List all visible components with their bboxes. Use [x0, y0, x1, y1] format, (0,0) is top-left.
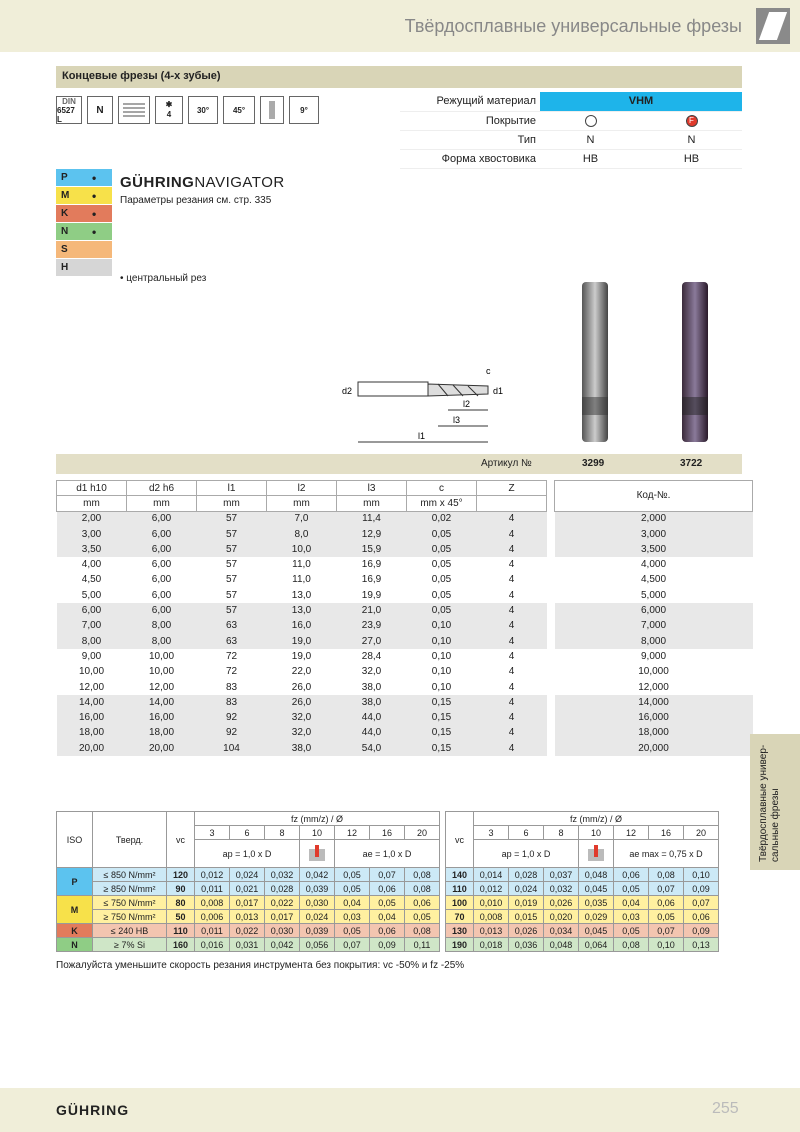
unit-header [477, 496, 547, 511]
side-tab[interactable] [750, 734, 800, 870]
kod-cell: 4,000 [555, 557, 753, 572]
cut-icon-left [300, 840, 335, 868]
surface-icon [118, 96, 150, 124]
kod-cell: 8,000 [555, 633, 753, 648]
table-row: 16,00 16,00 92 32,0 44,0 0,15 4 16,000 [57, 710, 753, 725]
section-header [56, 66, 742, 88]
tool-photo [560, 272, 730, 452]
central-cut-note: • центральный рез [120, 273, 207, 284]
tool-icons [56, 96, 319, 124]
col-header: Z [477, 481, 547, 496]
cutting-data-table: ISO Тверд. vc fz (mm/z) / Ø vc fz (mm/z) / Ø 3 6 8 10 12 16 20 3 6 8 10 12 16 20 ap = 1,0 x D ae = 1,0 x D ap = 1,0 x D ae max = 0,75 x D P ≤ 850 N/mm² 120 0,012 0,024 0,032 0,042 0,05 0,07 0,08 140 0,014 0,028 0,037 0,048 0,06 0,08 0,10 ≥ 850 N/mm² 90 0,011 0,021 0,028 0,039 0,05 0,06 0,08 110 0,012 0,024 0,032 0,045 0,05 0,07 0,09 M ≤ 750 N/mm² 80 0,008 0,017 0,022 0,030 0,04 0,05 0,06 100 0,010 0,019 0,026 0,035 0,04 0,06 0,07 ≥ 750 N/mm² 50 0,006 0,013 0,017 0,024 0,03 0,04 0,05 70 0,008 0,015 0,020 0,029 0,03 0,05 0,06 K ≤ 240 HB 110 0,011 0,022 0,030 0,039 0,05 0,06 0,08 130 0,013 0,026 0,034 0,045 0,05 0,07 0,09 N ≥ 7% Si 160 0,016 0,031 0,042 0,056 0,07 0,09 0,11 190 0,018 0,036 0,048 0,064 0,08 0,10 0,13 [56, 811, 719, 952]
col-header: d1 h10 [57, 481, 127, 496]
label-l3: l3 [453, 415, 461, 425]
col-header: l3 [337, 481, 407, 496]
col-header: l1 [197, 481, 267, 496]
unit-header: mm [337, 496, 407, 511]
table-row: 3,50 6,00 57 10,0 15,9 0,05 4 3,500 [57, 542, 753, 557]
cutter-icon [260, 96, 284, 124]
table-row: 3,00 6,00 57 8,0 12,9 0,05 4 3,000 [57, 526, 753, 541]
footer [0, 1088, 800, 1132]
cutting-row: K ≤ 240 HB 110 0,011 0,022 0,030 0,039 0,05 0,06 0,08 130 0,013 0,026 0,034 0,045 0,05 0,07 0,09 [57, 924, 719, 938]
label-d2: d2 [342, 386, 353, 396]
cut-icon-right [579, 840, 614, 868]
table-row: 4,00 6,00 57 11,0 16,9 0,05 4 4,000 [57, 557, 753, 572]
material-value: VHM [540, 92, 742, 111]
iso-row-n: N • [56, 223, 112, 241]
label-c: c [486, 366, 491, 376]
speed-note: Пожалуйста уменьшите скорость резания инструмента без покрытия: vc -50% и fz -25% [56, 960, 465, 971]
table-row: 10,00 10,00 72 22,0 32,0 0,10 4 10,000 [57, 664, 753, 679]
din-icon: DIN 6527 L [56, 96, 82, 124]
table-row: 7,00 8,00 63 16,0 23,9 0,10 4 7,000 [57, 618, 753, 633]
dimensions-table [56, 480, 753, 756]
helix-angle-icon: 30° [188, 96, 218, 124]
kod-cell: 5,000 [555, 588, 753, 603]
unit-header: mm [127, 496, 197, 511]
table-row: 6,00 6,00 57 13,0 21,0 0,05 4 6,000 [57, 603, 753, 618]
kod-cell: 6,000 [555, 603, 753, 618]
coating-f: F [641, 111, 742, 130]
chamfer-icon: 45° [223, 96, 255, 124]
table-row: 9,00 10,00 72 19,0 28,4 0,10 4 9,000 [57, 649, 753, 664]
coating-none [540, 111, 641, 130]
kod-cell: 16,000 [555, 710, 753, 725]
kod-cell: 7,000 [555, 618, 753, 633]
section-title: Концевые фрезы (4-х зубые) [62, 70, 221, 82]
label-l1: l1 [418, 431, 426, 441]
table-row: 18,00 18,00 92 32,0 44,0 0,15 4 18,000 [57, 725, 753, 740]
kod-cell: 12,000 [555, 679, 753, 694]
iso-row-s: S [56, 241, 112, 259]
kod-cell: 9,000 [555, 649, 753, 664]
header-bar [0, 0, 800, 52]
navigator-logo: GÜHRINGNAVIGATOR [120, 174, 285, 191]
label-l2: l2 [463, 399, 471, 409]
col-header: l2 [267, 481, 337, 496]
label-d1: d1 [493, 386, 504, 396]
kod-cell: 20,000 [555, 741, 753, 756]
cutting-row: ≥ 750 N/mm² 50 0,006 0,013 0,017 0,024 0,03 0,04 0,05 70 0,008 0,015 0,020 0,029 0,03 0,05 0,06 [57, 910, 719, 924]
iso-material-list [56, 169, 112, 277]
article-3722: 3722 [680, 458, 703, 469]
iso-row-m: M • [56, 187, 112, 205]
unit-header: mm [57, 496, 127, 511]
kod-cell: 2,000 [555, 511, 753, 526]
table-row: 2,00 6,00 57 7,0 11,4 0,02 4 2,000 [57, 511, 753, 526]
article-bar: Артикул № 3299 3722 [56, 454, 742, 474]
kod-header: Код-№. [555, 481, 753, 512]
properties-table: Режущий материал VHM Покрытие F Тип N N Форма хвостовика HB HB [400, 92, 742, 169]
cutting-row: M ≤ 750 N/mm² 80 0,008 0,017 0,022 0,030 0,04 0,05 0,06 100 0,010 0,019 0,026 0,035 0,04 0,06 0,07 [57, 896, 719, 910]
kod-cell: 10,000 [555, 664, 753, 679]
clearance-angle-icon: 9° [289, 96, 319, 124]
unit-header: mm x 45° [407, 496, 477, 511]
kod-cell: 18,000 [555, 725, 753, 740]
brand-mark-icon [756, 8, 790, 44]
tool-drawing [338, 360, 508, 450]
table-row: 12,00 12,00 83 26,0 38,0 0,10 4 12,000 [57, 679, 753, 694]
iso-row-h: H [56, 259, 112, 277]
table-row: 4,50 6,00 57 11,0 16,9 0,05 4 4,500 [57, 572, 753, 587]
table-row: 8,00 8,00 63 19,0 27,0 0,10 4 8,000 [57, 633, 753, 648]
footer-logo: GÜHRING [56, 1102, 130, 1118]
navigator-text: Параметры резания см. стр. 335 [120, 195, 272, 206]
cutting-row: ≥ 850 N/mm² 90 0,011 0,021 0,028 0,039 0,05 0,06 0,08 110 0,012 0,024 0,032 0,045 0,05 0,07 0,09 [57, 882, 719, 896]
iso-row-k: K • [56, 205, 112, 223]
cutting-row: P ≤ 850 N/mm² 120 0,012 0,024 0,032 0,042 0,05 0,07 0,08 140 0,014 0,028 0,037 0,048 0,06 0,08 0,10 [57, 868, 719, 882]
page-number: 255 [712, 1100, 739, 1117]
kod-cell: 14,000 [555, 695, 753, 710]
table-row: 14,00 14,00 83 26,0 38,0 0,15 4 14,000 [57, 695, 753, 710]
article-3299: 3299 [582, 458, 605, 469]
page-title: Твёрдосплавные универсальные фрезы [404, 16, 742, 36]
kod-cell: 3,500 [555, 542, 753, 557]
unit-header: mm [197, 496, 267, 511]
table-row: 5,00 6,00 57 13,0 19,9 0,05 4 5,000 [57, 588, 753, 603]
kod-cell: 4,500 [555, 572, 753, 587]
type-icon: N [87, 96, 113, 124]
col-header: c [407, 481, 477, 496]
side-tab-label: Твёрдосплавные универ-сальные фрезы [758, 744, 781, 862]
cutting-row: N ≥ 7% Si 160 0,016 0,031 0,042 0,056 0,07 0,09 0,11 190 0,018 0,036 0,048 0,064 0,08 0,10 0,13 [57, 938, 719, 952]
col-header: d2 h6 [127, 481, 197, 496]
unit-header: mm [267, 496, 337, 511]
iso-row-p: P • [56, 169, 112, 187]
kod-cell: 3,000 [555, 526, 753, 541]
table-row: 20,00 20,00 104 38,0 54,0 0,15 4 20,000 [57, 741, 753, 756]
navigator-block [120, 174, 285, 206]
teeth-icon: ✱ 4 [155, 96, 183, 124]
